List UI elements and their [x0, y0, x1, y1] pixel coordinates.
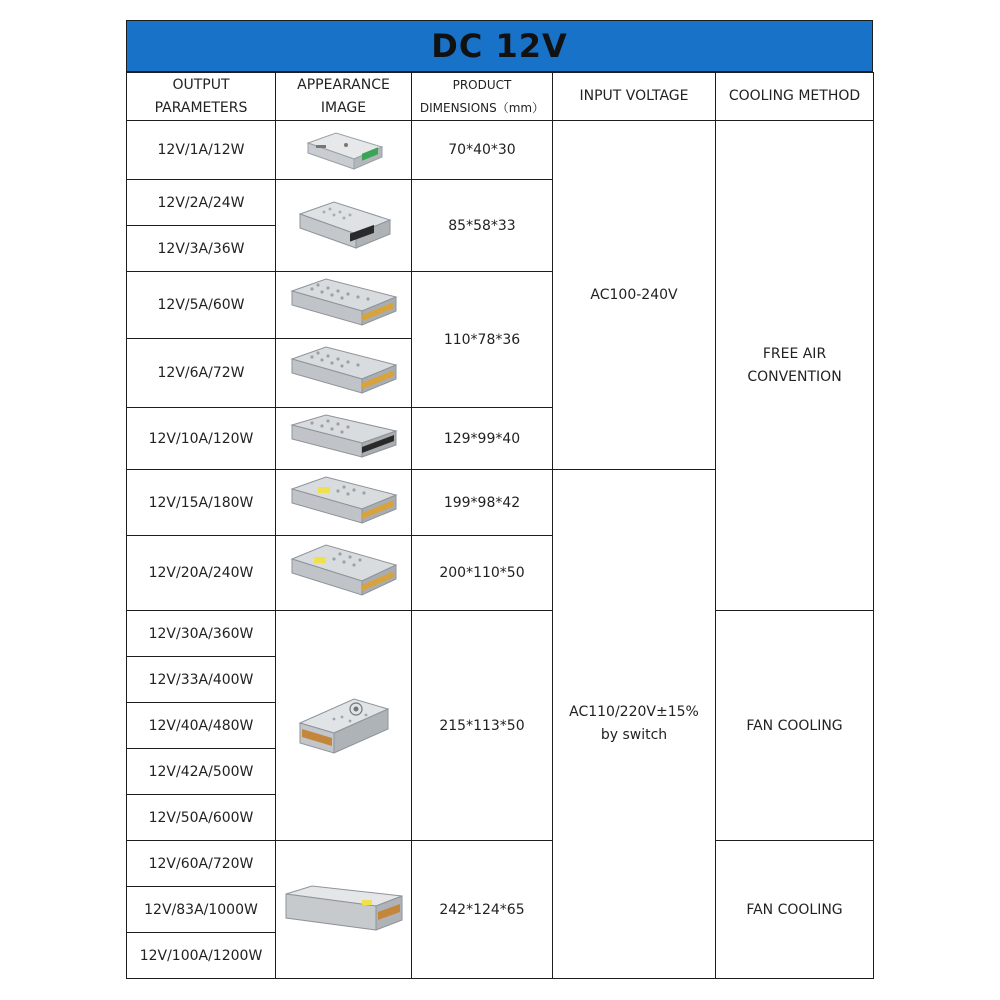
- input-voltage-cell: AC100-240V: [553, 121, 716, 470]
- output-cell: 12V/6A/72W: [127, 339, 276, 408]
- input-voltage-switch-line1: AC110/220V±15%: [569, 704, 699, 720]
- output-cell: 12V/42A/500W: [127, 749, 276, 795]
- appearance-cell: [276, 121, 412, 180]
- table-row: [127, 121, 874, 180]
- header-appearance-line1: APPEARANCE: [297, 76, 390, 93]
- output-cell: 12V/33A/400W: [127, 657, 276, 703]
- output-cell: 12V/50A/600W: [127, 795, 276, 841]
- output-cell: 12V/2A/24W: [127, 180, 276, 226]
- dimensions-cell: 242*124*65: [412, 841, 553, 979]
- cooling-fan-cell: FAN COOLING: [716, 611, 874, 841]
- title-bar: [126, 20, 873, 72]
- psu-mesh-icon: [288, 343, 400, 403]
- header-dimensions-line1: PRODUCT: [452, 77, 512, 92]
- psu-fan-icon: [294, 693, 394, 759]
- spec-sheet: [126, 20, 873, 979]
- output-cell: 12V/15A/180W: [127, 470, 276, 536]
- cooling-free-air-line2: CONVENTION: [747, 368, 842, 385]
- appearance-cell: [276, 180, 412, 272]
- psu-mesh-icon: [294, 196, 394, 256]
- psu-mesh-icon: [288, 541, 400, 605]
- output-cell: 12V/1A/12W: [127, 121, 276, 180]
- output-cell: 12V/40A/480W: [127, 703, 276, 749]
- output-cell: 12V/60A/720W: [127, 841, 276, 887]
- output-cell: 12V/30A/360W: [127, 611, 276, 657]
- appearance-cell: [276, 536, 412, 611]
- psu-mesh-icon: [288, 275, 400, 335]
- appearance-cell: [276, 470, 412, 536]
- dimensions-cell: 215*113*50: [412, 611, 553, 841]
- output-cell: 12V/20A/240W: [127, 536, 276, 611]
- spec-table: [126, 72, 874, 979]
- header-appearance: [276, 73, 412, 121]
- psu-mesh-icon: [288, 473, 400, 533]
- output-cell: 12V/5A/60W: [127, 272, 276, 339]
- output-cell: 12V/10A/120W: [127, 408, 276, 470]
- appearance-cell: [276, 408, 412, 470]
- page-title: DC 12V: [431, 27, 568, 65]
- header-cooling-method: COOLING METHOD: [716, 73, 874, 121]
- dimensions-cell: 129*99*40: [412, 408, 553, 470]
- header-dimensions: [412, 73, 553, 121]
- header-output: [127, 73, 276, 121]
- psu-large-icon: [282, 882, 406, 938]
- header-dimensions-line2: DIMENSIONS（mm）: [419, 100, 545, 115]
- appearance-cell: [276, 841, 412, 979]
- header-input-voltage: INPUT VOLTAGE: [553, 73, 716, 121]
- psu-mesh-icon: [288, 411, 400, 467]
- output-cell: 12V/100A/1200W: [127, 933, 276, 979]
- dimensions-cell: 85*58*33: [412, 180, 553, 272]
- table-row: [127, 611, 874, 657]
- output-cell: 12V/3A/36W: [127, 226, 276, 272]
- dimensions-cell: 70*40*30: [412, 121, 553, 180]
- header-output-line1: OUTPUT: [172, 76, 230, 93]
- dimensions-cell: 200*110*50: [412, 536, 553, 611]
- appearance-cell: [276, 339, 412, 408]
- cooling-free-air-cell: [716, 121, 874, 611]
- output-cell: 12V/83A/1000W: [127, 887, 276, 933]
- appearance-cell: [276, 272, 412, 339]
- appearance-cell: [276, 611, 412, 841]
- dimensions-cell: 199*98*42: [412, 470, 553, 536]
- header-row: [127, 73, 874, 121]
- input-voltage-switch-line2: by switch: [600, 727, 668, 743]
- header-appearance-line2: IMAGE: [320, 99, 367, 116]
- psu-small-icon: [302, 127, 386, 173]
- cooling-fan-cell: FAN COOLING: [716, 841, 874, 979]
- cooling-free-air-line1: FREE AIR: [762, 345, 827, 362]
- table-row: [127, 841, 874, 887]
- dimensions-cell: 110*78*36: [412, 272, 553, 408]
- input-voltage-switch-cell: [553, 470, 716, 979]
- header-output-line2: PARAMETERS: [154, 99, 248, 116]
